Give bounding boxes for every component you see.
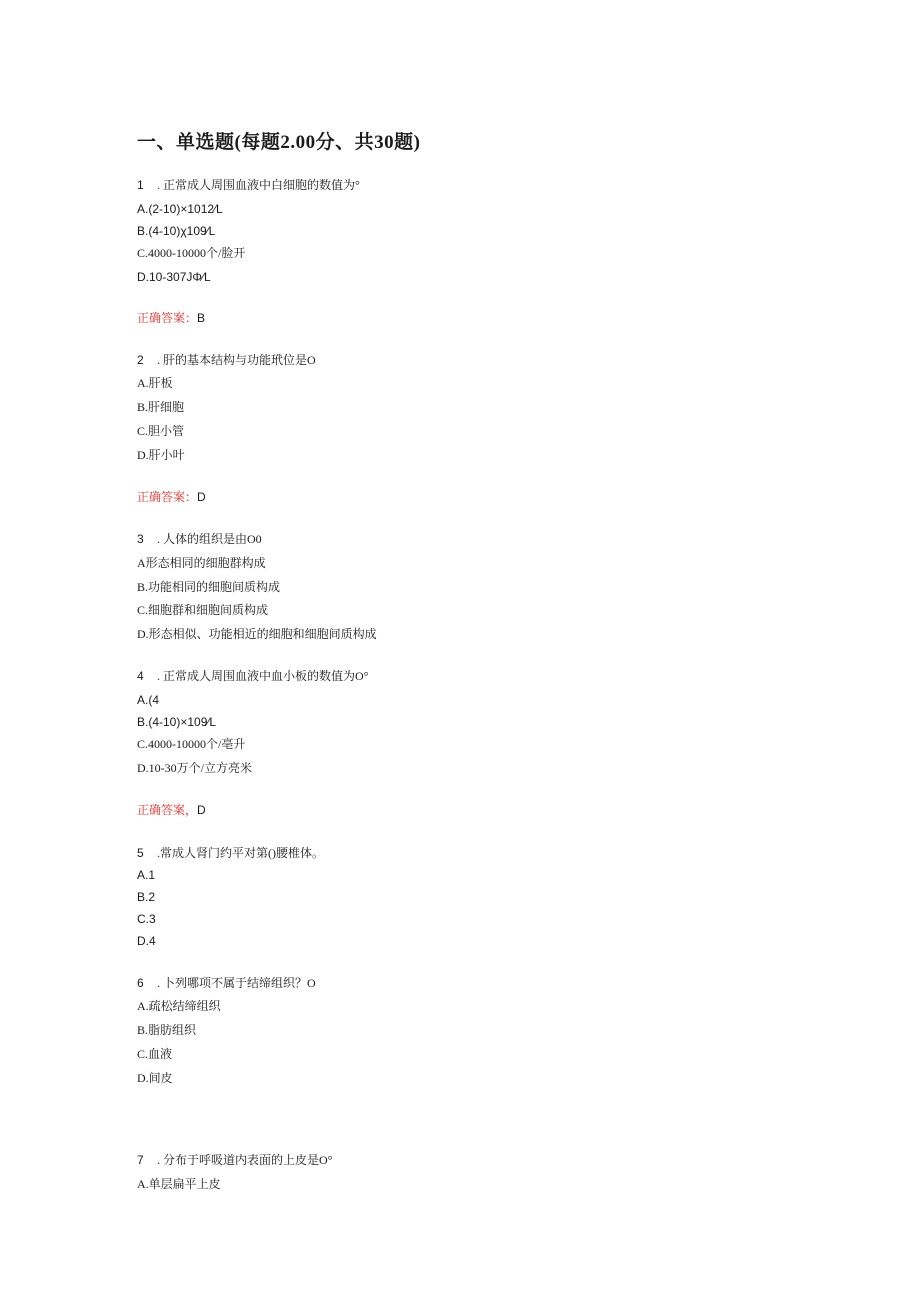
section-heading: 一、单选题(每题2.00分、共30题) xyxy=(137,132,421,153)
question-5-stem xyxy=(137,845,324,861)
q2-option-c: C.胆小管 xyxy=(137,424,185,438)
question-text: . 卜列哪项不属于结缔组织？O xyxy=(157,976,316,990)
q1-option-d: D.10-307JΦ∕L xyxy=(137,270,211,284)
question-6-stem xyxy=(137,975,316,991)
question-7-stem xyxy=(137,1152,332,1168)
question-4-stem xyxy=(137,668,368,684)
q3-option-c: C.细胞群和细胞间质构成 xyxy=(137,603,269,617)
answer-value: D xyxy=(197,803,206,817)
q1-correct-answer xyxy=(137,310,205,326)
q4-option-b: B.(4-10)×109∕L xyxy=(137,715,217,729)
q6-option-b: B.脂肪组织 xyxy=(137,1023,197,1037)
q4-option-a: A.(4 xyxy=(137,693,160,707)
question-2-stem xyxy=(137,352,316,368)
answer-label: 正确答案， xyxy=(137,803,198,817)
question-1-stem xyxy=(137,177,360,193)
q2-option-d: D.肝小叶 xyxy=(137,448,185,462)
question-text: . 分布于呼吸道内表面的上皮是O° xyxy=(157,1153,333,1167)
q3-option-d: D.形态相似、功能相近的细胞和细胞间质构成 xyxy=(137,627,377,641)
question-number: 7 xyxy=(137,1153,144,1167)
q1-option-a: A.(2-10)×1012∕L xyxy=(137,202,223,216)
q5-option-c: C.3 xyxy=(137,912,156,926)
question-text: . 人体的组织是由O0 xyxy=(157,532,262,546)
q6-option-a: A.疏松结缔组织 xyxy=(137,999,221,1013)
question-number: 5 xyxy=(137,846,144,860)
q7-option-a: A.单层扁平上皮 xyxy=(137,1177,221,1191)
q4-option-c: C.4000-10000个/亳升 xyxy=(137,737,246,751)
question-text: . 肝的基本结构与功能玳位是O xyxy=(157,353,316,367)
question-text: . 正常成人周围血液中血小板的数值为O° xyxy=(157,669,369,683)
q4-correct-answer xyxy=(137,802,206,818)
answer-value: D xyxy=(197,490,206,504)
question-text: .常成人肾门约平对第()腰椎体。 xyxy=(157,846,324,860)
question-3-stem xyxy=(137,531,262,547)
q5-option-a: A.1 xyxy=(137,868,156,882)
q6-option-c: C.血液 xyxy=(137,1047,173,1061)
question-text: . 正常成人周围血液中白细胞的数值为° xyxy=(157,178,360,192)
q1-option-b: B.(4-10)χ109∕L xyxy=(137,224,216,238)
q3-option-a: A形态相同的细胞群构成 xyxy=(137,556,266,570)
question-number: 1 xyxy=(137,178,144,192)
question-number: 4 xyxy=(137,669,144,683)
q5-option-b: B.2 xyxy=(137,890,156,904)
answer-label: 正确答案： xyxy=(137,490,198,504)
q5-option-d: D.4 xyxy=(137,934,156,948)
question-number: 3 xyxy=(137,532,144,546)
q6-option-d: D.间皮 xyxy=(137,1071,173,1085)
q2-option-a: A.肝板 xyxy=(137,376,173,390)
question-number: 6 xyxy=(137,976,144,990)
q2-correct-answer xyxy=(137,489,206,505)
q4-option-d: D.10-30万个/立方亮米 xyxy=(137,761,252,775)
q2-option-b: B.肝细胞 xyxy=(137,400,185,414)
question-number: 2 xyxy=(137,353,144,367)
q3-option-b: B.功能相同的细胞间质构成 xyxy=(137,580,281,594)
q1-option-c: C.4000-10000个/脸开 xyxy=(137,246,246,260)
answer-label: 正确答案： xyxy=(137,311,198,325)
answer-value: B xyxy=(197,311,206,325)
